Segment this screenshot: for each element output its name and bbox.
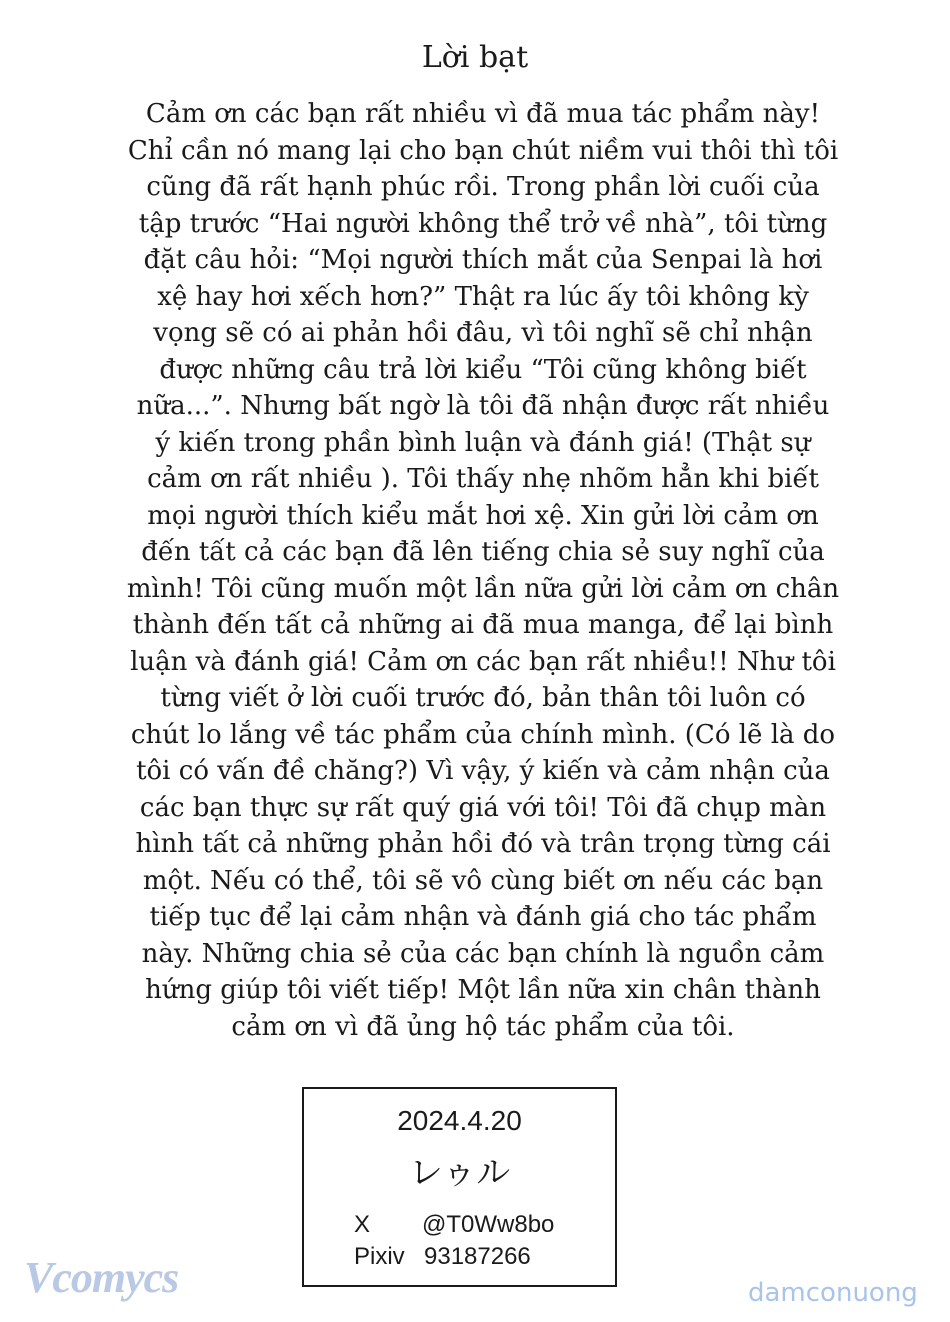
signature-author: レゥル: [408, 1153, 511, 1193]
x-label: X: [354, 1211, 371, 1238]
body-line: vọng sẽ có ai phản hồi đâu, vì tôi nghĩ sẽ chỉ nhận: [153, 318, 813, 348]
body-line: cũng đã rất hạnh phúc rồi. Trong phần lời cuối của: [146, 172, 820, 202]
pixiv-account-row: [354, 1243, 531, 1271]
body-line: từng viết ở lời cuối trước đó, bản thân tôi luôn có: [160, 683, 806, 713]
body-line: các bạn thực sự rất quý giá với tôi! Tôi đã chụp màn: [139, 792, 827, 823]
body-line: cảm ơn rất nhiều ). Tôi thấy nhẹ nhõm hẳn khi biết: [147, 464, 819, 494]
pixiv-label: Pixiv: [354, 1243, 405, 1270]
body-line: hứng giúp tôi viết tiếp! Một lần nữa xin chân thành: [145, 975, 821, 1005]
watermark-vcomycs: Vcomycs: [24, 1253, 179, 1302]
x-account-row: [354, 1211, 554, 1239]
body-line: luận và đánh giá! Cảm ơn các bạn rất nhiều!! Như tôi: [130, 646, 836, 677]
body-line: mình! Tôi cũng muốn một lần nữa gửi lời cảm ơn chân: [126, 573, 840, 604]
body-line: chút lo lắng về tác phẩm của chính mình. (Có lẽ là do: [130, 719, 836, 750]
page-title: Lời bạt: [421, 40, 529, 75]
body-line: tập trước “Hai người không thể trở về nhà”, tôi từng: [138, 208, 828, 239]
body-line: Cảm ơn các bạn rất nhiều vì đã mua tác phẩm này!: [145, 99, 821, 129]
body-line: đến tất cả các bạn đã lên tiếng chia sẻ suy nghĩ của: [141, 537, 825, 567]
body-line: cảm ơn vì đã ủng hộ tác phẩm của tôi.: [231, 1011, 735, 1042]
body-line: này. Những chia sẻ của các bạn chính là nguồn cảm: [141, 938, 825, 969]
body-line: một. Nếu có thể, tôi sẽ vô cùng biết ơn nếu các bạn: [142, 865, 824, 896]
body-line: tôi có vấn đề chăng?) Vì vậy, ý kiến và cảm nhận của: [136, 756, 830, 786]
body-line: Chỉ cần nó mang lại cho bạn chút niềm vui thôi thì tôi: [127, 135, 839, 166]
body-line: thành đến tất cả những ai đã mua manga, để lại bình: [132, 610, 834, 640]
body-line: đặt câu hỏi: “Mọi người thích mắt của Senpai là hơi: [143, 245, 823, 275]
body-line: mọi người thích kiểu mắt hơi xệ. Xin gửi lời cảm ơn: [147, 500, 819, 531]
pixiv-id: 93187266: [424, 1243, 531, 1270]
signature-box: [302, 1087, 617, 1287]
body-line: nữa...”. Nhưng bất ngờ là tôi đã nhận được rất nhiều: [136, 391, 830, 421]
body-line: ý kiến trong phần bình luận và đánh giá! (Thật sự: [155, 427, 811, 458]
x-handle: @T0Ww8bo: [422, 1211, 555, 1238]
body-line: hình tất cả những phản hồi đó và trân trọng từng cái: [135, 829, 831, 859]
body-line: xệ hay hơi xếch hơn?” Thật ra lúc ấy tôi không kỳ: [157, 281, 809, 312]
body-line: tiếp tục để lại cảm nhận và đánh giá cho tác phẩm: [149, 902, 817, 932]
afterword-body: [120, 96, 846, 1045]
signature-date: 2024.4.20: [397, 1105, 522, 1136]
watermark-damconuong: damconuong: [748, 1278, 918, 1308]
body-line: được những câu trả lời kiểu “Tôi cũng không biết: [159, 354, 807, 385]
